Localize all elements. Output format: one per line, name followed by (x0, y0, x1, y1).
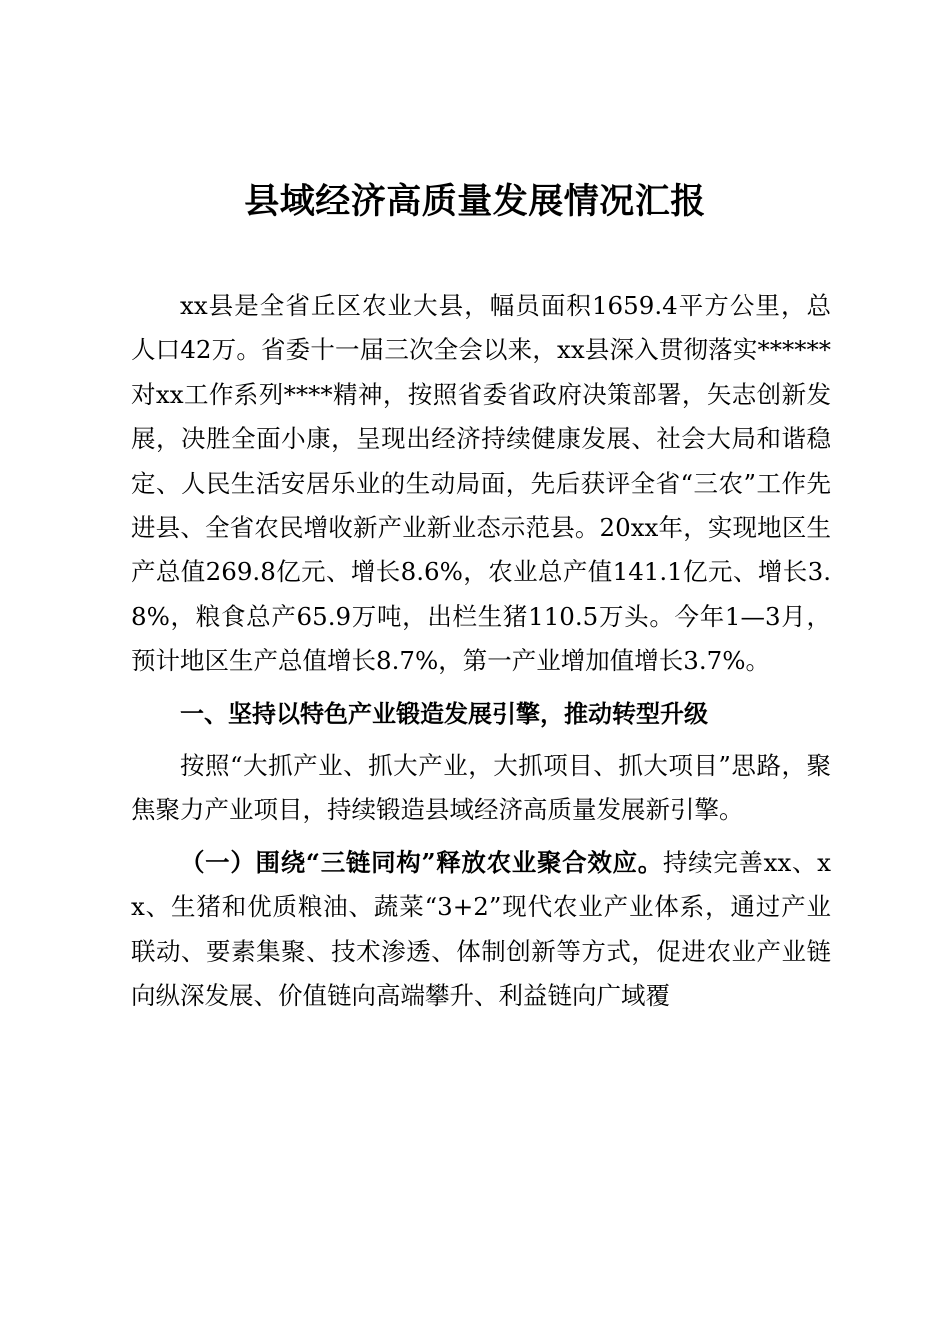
document-body (131, 284, 831, 1027)
section-heading: 一、坚持以特色产业锻造发展引擎，推动转型升级 (180, 699, 708, 728)
subsection-paragraph (131, 841, 831, 1019)
intro-paragraph: xx县是全省丘区农业大县，幅员面积1659.4平方公里，总人口42万。省委十一届三次全会以来，xx县深入贯彻落实******对xx工作系列****精神，按照省委省政府决策部署，矢志创新发展，决胜全面小康，呈现出经济持续健康发展、社会大局和谐稳定、人民生活安居乐业的生动局面，先后获评全省“三农”工作先进县、全省农民增收新产业新业态示范县。20xx年，实现地区生产总值269.8亿元、增长8.6%，农业总产值141.1亿元、增长3.8%，粮食总产65.9万吨，出栏生猪110.5万头。今年1—3月，预计地区生产总值增长8.7%，第一产业增加值增长3.7%。 (131, 291, 831, 676)
subsection-lead: （一）围绕“三链同构”释放农业聚合效应。 (180, 847, 663, 877)
subsection-body: 持续完善xx、xx、生猪和优质粮油、蔬菜“3+2”现代农业产业体系，通过产业联动、要素集聚、技术渗透、体制创新等方式，促进农业产业链向纵深发展、价值链向高端攀升、利益链向广域覆 (131, 847, 831, 1011)
section-paragraph: 按照“大抓产业、抓大产业，大抓项目、抓大项目”思路，聚焦聚力产业项目，持续锻造县域经济高质量发展新引擎。 (131, 751, 831, 825)
document-title: 县域经济高质量发展情况汇报 (244, 181, 706, 222)
